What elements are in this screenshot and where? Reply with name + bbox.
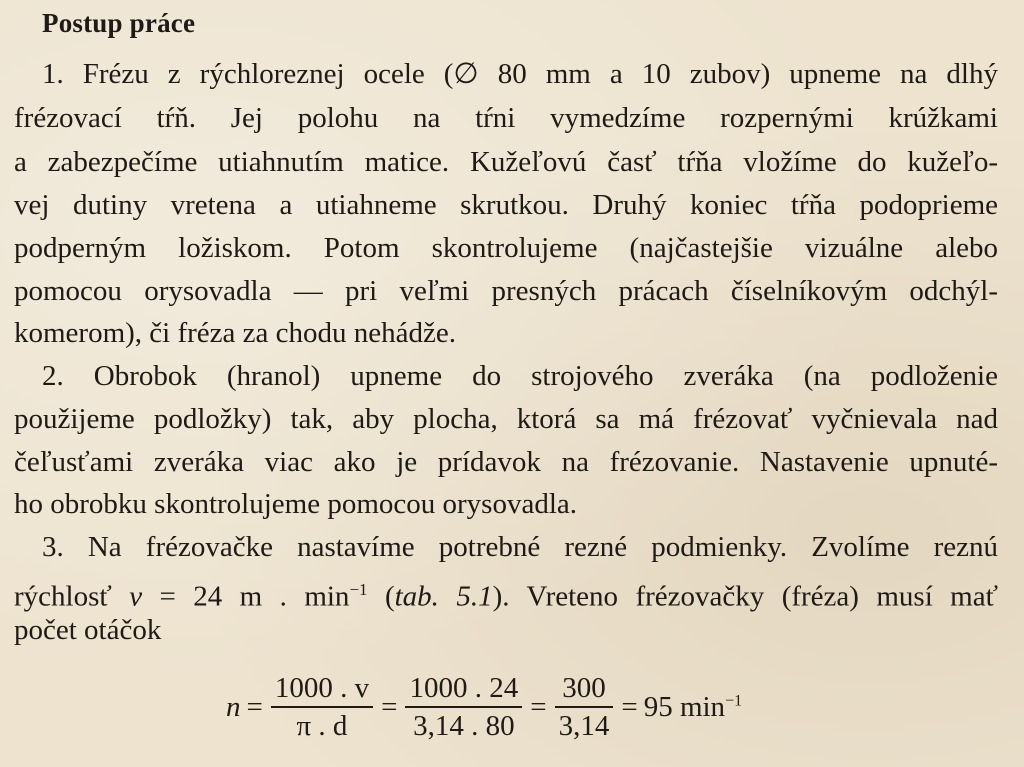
speed-value: = 24 m . min	[142, 580, 350, 612]
fraction-numerator: 1000 . v	[274, 672, 370, 704]
text-line: čeľusťami zveráka viac ako je prídavok na frézovanie. Nastavenie upnuté-	[14, 446, 998, 478]
fraction-denominator: 3,14 . 80	[413, 710, 515, 742]
fraction-denominator: 3,14	[558, 710, 610, 742]
text-line: frézovací tŕň. Jej polohu na tŕni vymedzíme rozpernými krúžkami	[14, 102, 998, 134]
formula-lhs: n	[226, 690, 241, 723]
text-line: 3. Na frézovačke nastavíme potrebné rezné podmienky. Zvolíme reznú	[42, 531, 998, 563]
fraction-simplified	[555, 670, 614, 744]
equals-sign: =	[246, 690, 263, 723]
text-line: podperným ložiskom. Potom skontrolujeme (najčastejšie vizuálne alebo	[14, 232, 998, 264]
text-line: ho obrobku skontrolujeme pomocou orysovadla.	[14, 488, 577, 520]
fraction-substituted	[405, 670, 522, 744]
result-value: 95 min	[643, 690, 726, 723]
fraction-denominator: π . d	[296, 710, 348, 742]
result-exponent: −1	[725, 691, 743, 709]
equals-sign: =	[530, 690, 547, 723]
speed-exponent: −1	[349, 580, 368, 599]
rpm-formula	[226, 662, 742, 752]
fraction-numerator: 300	[562, 672, 606, 704]
text-line: 2. Obrobok (hranol) upneme do strojového zveráka (na podloženie	[42, 360, 998, 392]
text-line-speed: rýchlosť v = 24 m . $\min^{-1} (tab$. 5.1). Vreteno frézovačky (fréza) musí mať	[14, 580, 998, 612]
text-line: pomocou orysovadla — pri veľmi presných prácach číselníkovým odchýl-	[14, 275, 998, 307]
speed-text-before: rýchlosť	[14, 580, 130, 612]
speed-text-after: ). Vreteno frézovačky (fréza) musí mať	[492, 580, 998, 612]
text-line: a zabezpečíme utiahnutím matice. Kužeľovú časť tŕňa vložíme do kužeľo-	[14, 146, 998, 178]
section-heading: Postup práce	[42, 8, 196, 38]
text-line: 1. Frézu z rýchloreznej ocele (∅ 80 mm a 10 zubov) upneme na dlhý	[42, 58, 998, 90]
equals-sign: =	[621, 690, 638, 723]
equals-sign: =	[381, 690, 398, 723]
table-reference: tab. 5.1	[394, 580, 493, 612]
speed-variable: v	[129, 580, 143, 612]
formula-result	[644, 691, 742, 724]
text-line: počet otáčok	[14, 614, 162, 646]
fraction-numerator: 1000 . 24	[409, 672, 519, 704]
fraction-general	[271, 670, 373, 744]
text-line: komerom), či fréza za chodu nehádže.	[14, 317, 457, 349]
text-line: použijeme podložky) tak, aby plocha, ktorá sa má frézovať vyčnievala nad	[14, 403, 998, 435]
text-line: vej dutiny vretena a utiahneme skrutkou. Druhý koniec tŕňa podoprieme	[14, 189, 998, 221]
